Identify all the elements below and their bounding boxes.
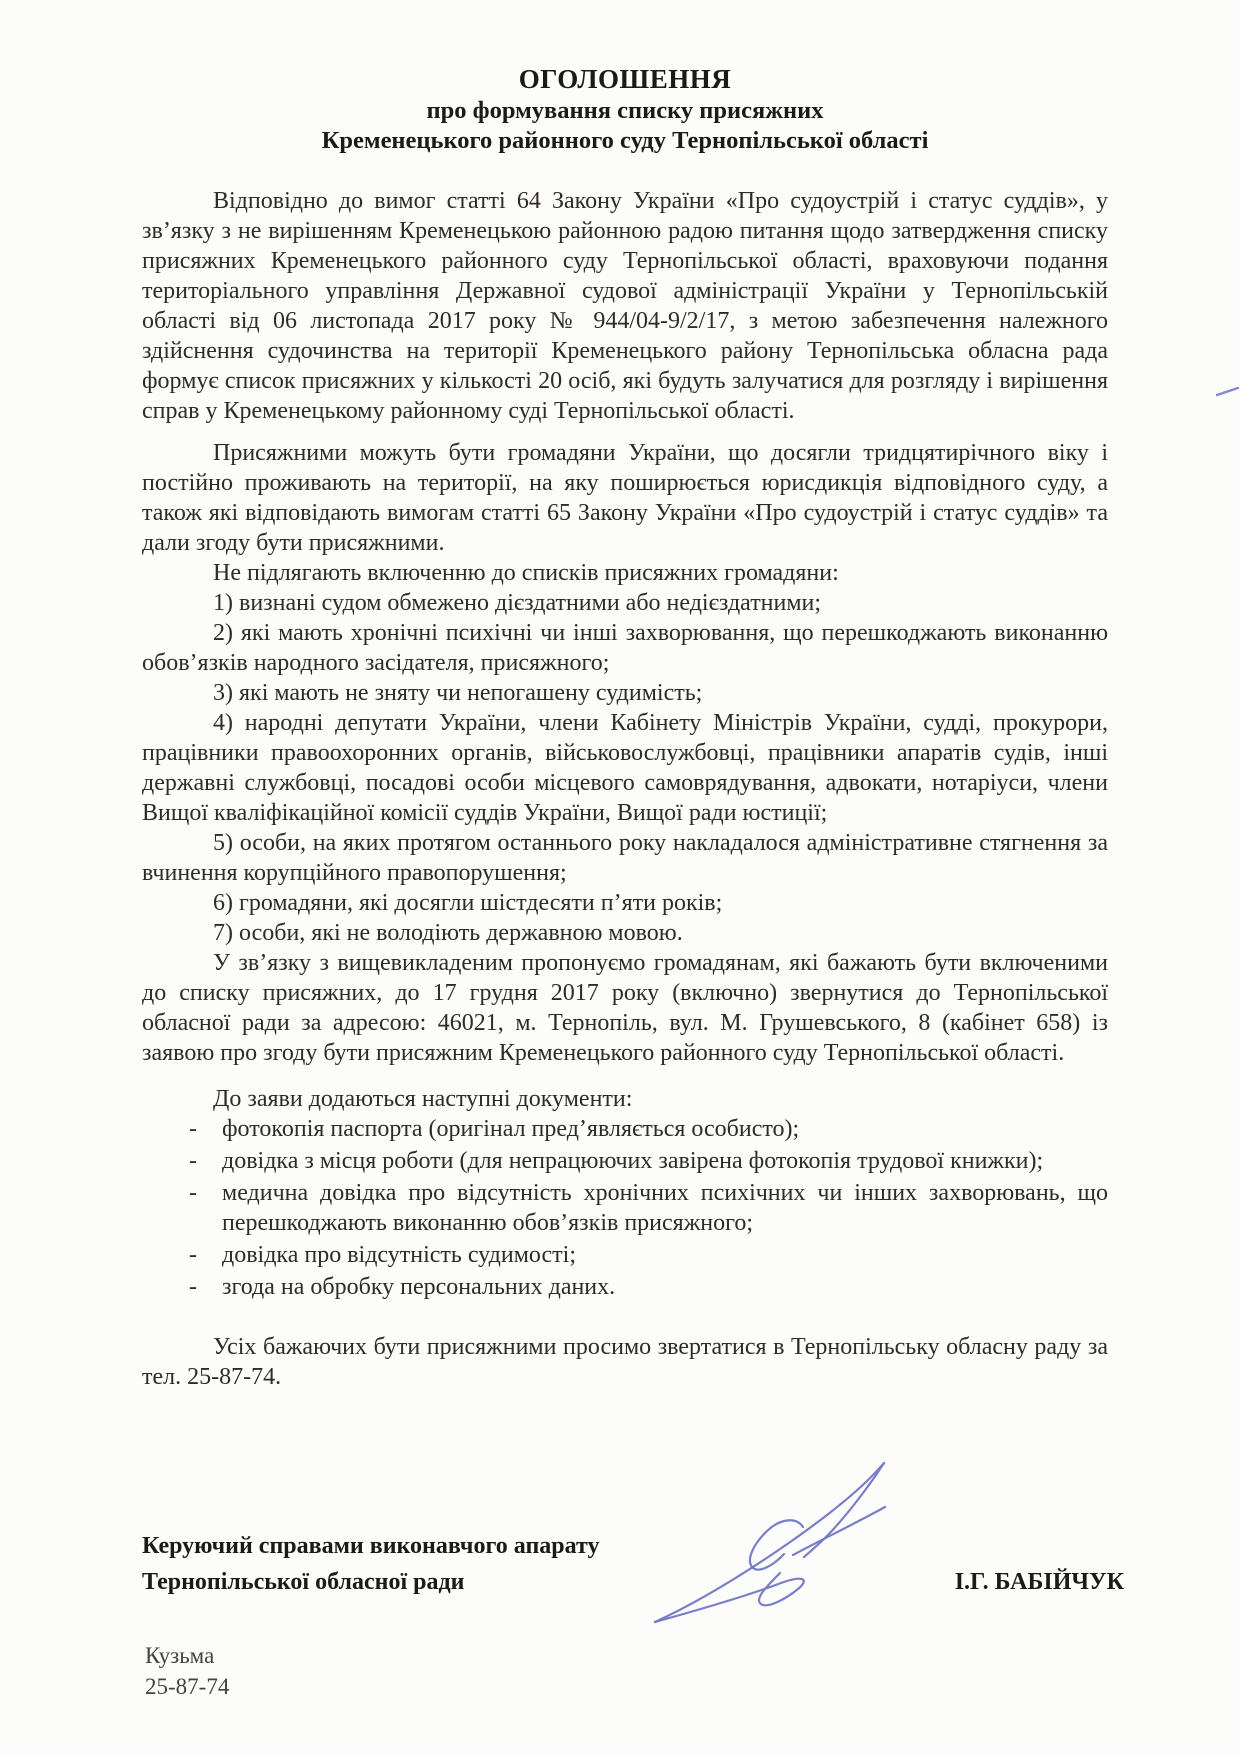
dash-marker: - [189,1242,197,1268]
exclusion-item-1: 1) визнані судом обмежено дієздатними або недієздатними; [213,590,822,616]
document-list-item [142,1178,1108,1238]
dash-marker: - [189,1116,197,1142]
signatory-name: І.Г. БАБІЙЧУК [954,1569,1124,1595]
document-item-text: довідка про відсутність судимості; [222,1242,576,1268]
document-item-text: фотокопія паспорта (оригінал пред’являється особисто); [222,1116,800,1142]
exclusion-item-5: 5) особи, на яких протягом останнього року накладалося адміністративне стягнення за вчинення корупційного правопорушення; [142,830,1108,886]
dash-marker: - [189,1148,197,1174]
signatory-position-line2: Тернопільської обласної ради [142,1569,465,1595]
document-body [142,186,1108,1392]
document-list-item [142,1146,1108,1176]
exclusion-item-6: 6) громадяни, які досягли шістдесяти п’яти років; [213,890,723,916]
signatory-position-line1: Керуючий справами виконавчого апарату [142,1533,600,1559]
executor-phone: 25-87-74 [145,1674,230,1699]
paragraph-legal-basis: Відповідно до вимог статті 64 Закону України «Про судоустрій і статус суддів», у зв’язку з не вирішенням Кременецькою районною радою питання щодо затвердження списку присяжних Кременецького районного суду Тернопільської області, враховуючи подання територіального управління Державної судової адміністрації України у Тернопільській області від 06 листопада 2017 року № 944/04-9/2/17, з метою забезпечення належного здійснення судочинства на території Кременецького району Тернопільська обласна рада формує список присяжних у кількості 20 осіб, які будуть залучатися для розгляду і вирішення справ у Кременецькому районному суді Тернопільської області. [142,188,1108,424]
paragraph-eligibility: Присяжними можуть бути громадяни України, що досягли тридцятирічного віку і постійно проживають на території, на яку поширюється юрисдикція відповідного суду, а також які відповідають вимогам статті 65 Закону України «Про судоустрій і статус суддів» та дали згоду бути присяжними. [142,440,1108,556]
document-list-item [142,1272,1108,1302]
dash-marker: - [189,1274,197,1300]
exclusion-item-3: 3) які мають не зняту чи непогашену судимість; [213,680,703,706]
document-item-text: медична довідка про відсутність хронічних психічних чи інших захворювань, що перешкоджають виконанню обов’язків присяжного; [222,1180,1108,1236]
document-item-text: довідка з місця роботи (для непрацюючих завірена фотокопія трудової книжки); [222,1148,1044,1174]
exclusions-intro: Не підлягають включенню до списків присяжних громадяни: [213,560,839,586]
document-list-item [142,1114,1108,1144]
exclusion-item-7: 7) особи, які не володіють державною мовою. [213,920,683,946]
documents-intro: До заяви додаються наступні документи: [213,1086,633,1112]
pen-tick-mark-icon [1216,384,1240,400]
document-header [142,62,1108,156]
executor-name: Кузьма [145,1643,215,1668]
executor-footer [145,1640,229,1702]
exclusion-item-4: 4) народні депутати України, члени Кабінету Міністрів України, судді, прокурори, працівники правоохоронних органів, військовослужбовці, працівники апаратів судів, інші державні службовці, посадові особи місцевого самоврядування, адвокати, нотаріуси, члени Вищої кваліфікаційної комісії суддів України, Вищої ради юстиції; [142,710,1108,826]
document-title: ОГОЛОШЕННЯ [518,64,732,94]
document-subtitle-line1: про формування списку присяжних [426,97,824,124]
documents-section [142,1084,1108,1302]
document-item-text: згода на обробку персональних даних. [222,1274,616,1300]
dash-marker: - [189,1180,197,1206]
document-subtitle-line2: Кременецького районного суду Тернопільської області [321,127,929,154]
exclusion-item-2: 2) які мають хронічні психічні чи інші захворювання, що перешкоджають виконанню обов’язків народного засідателя, присяжного; [142,620,1108,676]
signatory-position [142,1528,599,1600]
paragraph-contact: Усіх бажаючих бути присяжними просимо звертатися в Тернопільську обласну раду за тел. 25-87-74. [142,1334,1108,1390]
handwritten-signature-icon [597,1437,917,1667]
paragraph-application: У зв’язку з вищевикладеним пропонуємо громадянам, які бажають бути включеними до списку присяжних, до 17 грудня 2017 року (включно) звернутися до Тернопільської обласної ради за адресою: 46021, м. Тернопіль, вул. М. Грушевського, 8 (кабінет 658) із заявою про згоду бути присяжним Кременецького районного суду Тернопільської області. [142,950,1108,1066]
document-list-item [142,1240,1108,1270]
